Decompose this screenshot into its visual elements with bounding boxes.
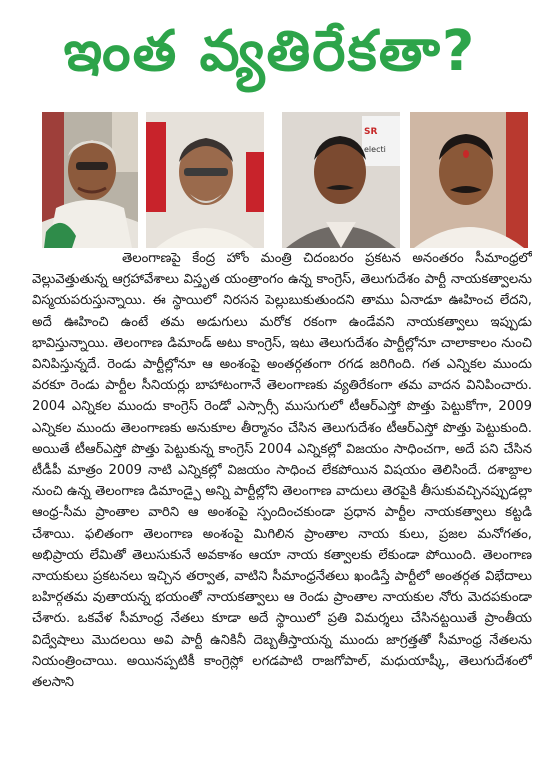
leader-photo-2	[146, 112, 264, 248]
article-body	[32, 248, 532, 762]
svg-text:electi: electi	[364, 145, 386, 154]
leader-photo-4	[410, 112, 528, 248]
svg-text:SR: SR	[364, 127, 378, 137]
leader-photo-1	[42, 112, 138, 248]
headline: ఇంత వ్యతిరేకతా?	[63, 19, 477, 84]
photo-row	[0, 112, 540, 248]
leader-photo-3	[282, 112, 400, 248]
article-paragraph: తెలంగాణపై కేంద్ర హోం మంత్రి చిదంబరం ప్రకటన అనంతరం సీమాంధ్రలో వెల్లువెత్తుతున్న ఆగ్రహావేశాలు విస్తృత యంత్రాంగం ఉన్న కాంగ్రెస్, తెలుగుదేశం పార్టీ నాయకత్వాలను విస్మయపరుస్తున్నాయి. ఈ స్థాయిలో నిరసన పెల్లుబుకుతుందని తాము ఏనాడూ ఊహించ లేదని, అదే ఊహించి ఉంటే తమ అడుగులు మరోక రకంగా ఉండేవని నాయకత్వాలు ఇప్పుడు భావిస్తున్నాయి. తెలంగాణ డిమాండ్ అటు కాంగ్రెస్, ఇటు తెలుగుదేశం పార్టీల్లోనూ చాలాకాలం నుంచి వినిపిస్తున్నదే. రెండు పార్టీల్లోనూ ఆ అంశంపై అంతర్గతంగా రగడ జరిగింది. గత ఎన్నికల ముందు వరకూ రెండు పార్టీల సీనియర్లు బాహాటంగానే తెలంగాణకు వ్యతిరేకంగా తమ వాదన వినిపించారు. 2004 ఎన్నికల ముందు కాంగ్రెస్ రెండో ఎస్సార్సీ ముసుగులో టీఆర్ఎస్తో పొత్తు పెట్టుకోగా, 2009 ఎన్నికల ముందు తెలంగాణకు అనుకూల తీర్మానం చేసిన తెలుగుదేశం టీఆర్ఎస్తో పొత్తు పెట్టుకుంది. అయితే టీఆర్ఎస్తో పొత్తు పెట్టుకున్న కాంగ్రెస్ 2004 ఎన్నికల్లో విజయం సాధించగా, అదే పని చేసిన టీడీపీ మాత్రం 2009 నాటి ఎన్నికల్లో విజయం సాధించ లేకపోయిన విషయం తెలిసిందే. దశాబ్దాల నుంచి ఉన్న తెలంగాణ డిమాండ్పై అన్ని పార్టీల్లోని తెలంగాణ వాదులు తెరపైకి తీసుకువచ్చినప్పుడల్లా ఆంధ్ర-సీమ ప్రాంతాల వారిని ఆ అంశంపై స్పందించకుండా ప్రధాన పార్టీల నాయకత్వాలు కట్టడి చేశాయి. ఫలితంగా తెలంగాణ అంశంపై మిగిలిన ప్రాంతాల నాయ కులు, ప్రజల మనోగతం, అభిప్రాయ లేమితో తెలుసుకునే అవకాశం ఆయా నాయ కత్వాలకు లేకుండా పోయింది. తెలంగాణ నాయకులు ప్రకటనలు ఇచ్చిన తర్వాత, వాటిని సీమాంధ్రనేతలు ఖండిస్తే పార్టీలో అంతర్గత విభేదాలు బహిర్గతమ వుతాయన్న భయంతో నాయకత్వాలు ఆ రెండు ప్రాంతాల నాయకుల నోరు మెదపకుండా చేశారు. ఒకవేళ సీమాంధ్ర నేతలు కూడా అదే స్థాయిలో ప్రతి విమర్శలు చేసినట్టయితే ప్రాంతీయ విద్వేషాలు మొదలయి అవి పార్టీ ఉనికినీ దెబ్బతీస్తాయన్న ముందు జాగ్రత్తతో సీమాంధ్ర నేతలను నియంత్రించాయి. అయినప్పటికీ కాంగ్రెస్లో లగడపాటి రాజగోపాల్, మధుయాష్కీ, తెలుగుదేశంలో తలసాని	[32, 251, 532, 691]
